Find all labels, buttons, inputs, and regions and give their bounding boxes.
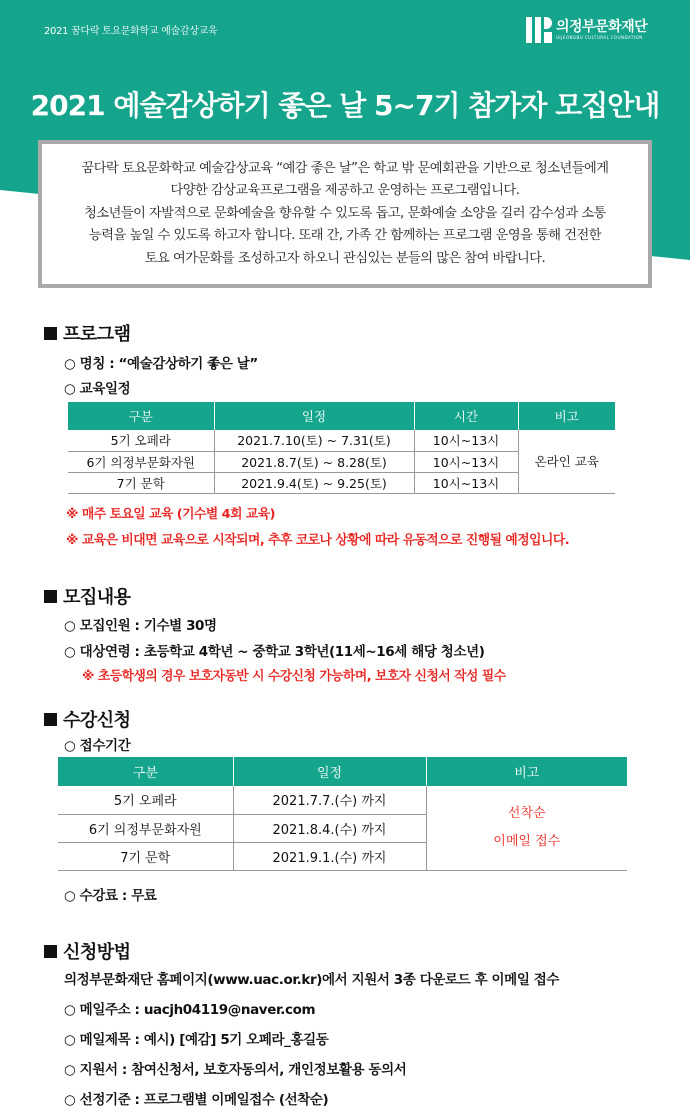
fee-item: ○ 수강료 : 무료	[64, 888, 157, 904]
intro-line: 능력을 높일 수 있도록 하고자 합니다. 또래 간, 가족 간 함께하는 프로그램 운영을 통해 건전한	[89, 228, 601, 244]
table-header: 시간	[414, 402, 518, 430]
table-row: 6기 의정부문화자원 2021.8.4.(수) 까지	[58, 814, 627, 842]
table-row: 7기 문학 2021.9.4(토) ~ 9.25(토) 10시~13시	[68, 472, 615, 493]
table-row: 5기 오페라 2021.7.10(토) ~ 7.31(토) 10시~13시 온라인 교육	[68, 430, 615, 451]
table-header: 구분	[68, 402, 214, 430]
square-bullet-icon	[44, 945, 57, 958]
application-note-cell: 선착순 이메일 접수	[426, 786, 627, 870]
logo-subtitle: UIJEONGBU CULTURAL FOUNDATION	[556, 35, 643, 40]
recruit-count-item: ○ 모집인원 : 기수별 30명	[64, 618, 217, 634]
square-bullet-icon	[44, 713, 57, 726]
section-method-title: 신청방법	[44, 938, 131, 964]
table-header: 일정	[233, 757, 426, 786]
section-program-title: 프로그램	[44, 320, 131, 346]
intro-line: 토요 여가문화를 조성하고자 하오니 관심있는 분들의 많은 참여 바랍니다.	[144, 250, 546, 266]
schedule-note-cell: 온라인 교육	[518, 430, 615, 493]
apply-period-item: ○ 접수기간	[64, 738, 131, 754]
square-bullet-icon	[44, 327, 57, 340]
foundation-logo-icon	[526, 17, 552, 43]
recruit-age-item: ○ 대상연령 : 초등학교 4학년 ~ 중학교 3학년(11세~16세 해당 청소년)	[64, 644, 485, 660]
method-description: 의정부문화재단 홈페이지(www.uac.or.kr)에서 지원서 3종 다운로드 후 이메일 접수	[64, 972, 560, 988]
square-bullet-icon	[44, 590, 57, 603]
intro-line: 다양한 감상교육프로그램을 제공하고 운영하는 프로그램입니다.	[170, 183, 520, 199]
logo-name: 의정부문화재단	[556, 19, 648, 35]
program-name-item: ○ 명칭 : “예술감상하기 좋은 날”	[64, 356, 258, 372]
intro-line: 청소년들이 자발적으로 문화예술을 향유할 수 있도록 돕고, 문화예술 소양을 길러 감수성과 소통	[84, 205, 606, 221]
section-recruit-title: 모집내용	[44, 583, 131, 609]
table-row: 5기 오페라 2021.7.7.(수) 까지 선착순 이메일 접수	[58, 786, 627, 814]
online-note: ※ 교육은 비대면 교육으로 시작되며, 추후 코로나 상황에 따라 유동적으로 진행될 예정입니다.	[66, 533, 570, 548]
method-email-item: ○ 메일주소 : uacjh04119@naver.com	[64, 1002, 316, 1018]
method-criteria-item: ○ 선정기준 : 프로그램별 이메일접수 (선착순)	[64, 1092, 329, 1108]
method-docs-item: ○ 지원서 : 참여신청서, 보호자동의서, 개인정보활용 동의서	[64, 1062, 407, 1078]
table-row: 6기 의정부문화자원 2021.8.7(토) ~ 8.28(토) 10시~13시	[68, 451, 615, 472]
table-header: 비고	[518, 402, 615, 430]
table-header: 일정	[214, 402, 414, 430]
table-header: 구분	[58, 757, 233, 786]
page-title: 2021 예술감상하기 좋은 날 5~7기 참가자 모집안내	[30, 89, 660, 122]
table-row: 7기 문학 2021.9.1.(수) 까지	[58, 842, 627, 870]
header-tagline: 2021 꿈다락 토요문화학교 예술감상교육	[44, 26, 218, 37]
weekly-note: ※ 매주 토요일 교육 (기수별 4회 교육)	[66, 507, 275, 522]
intro-box	[38, 140, 652, 288]
foundation-logo	[526, 17, 647, 43]
intro-line: 꿈다락 토요문화학교 예술감상교육 “예감 좋은 날”은 학교 밖 문예회관을 기반으로 청소년들에게	[81, 160, 609, 176]
section-apply-title: 수강신청	[44, 706, 131, 732]
table-header: 비고	[426, 757, 627, 786]
guardian-note: ※ 초등학생의 경우 보호자동반 시 수강신청 가능하며, 보호자 신청서 작성 필수	[82, 669, 506, 684]
program-schedule-item: ○ 교육일정	[64, 381, 131, 397]
schedule-table	[68, 402, 615, 494]
application-table	[58, 757, 627, 871]
method-subject-item: ○ 메일제목 : 예시) [예감] 5기 오페라_홍길동	[64, 1032, 329, 1048]
